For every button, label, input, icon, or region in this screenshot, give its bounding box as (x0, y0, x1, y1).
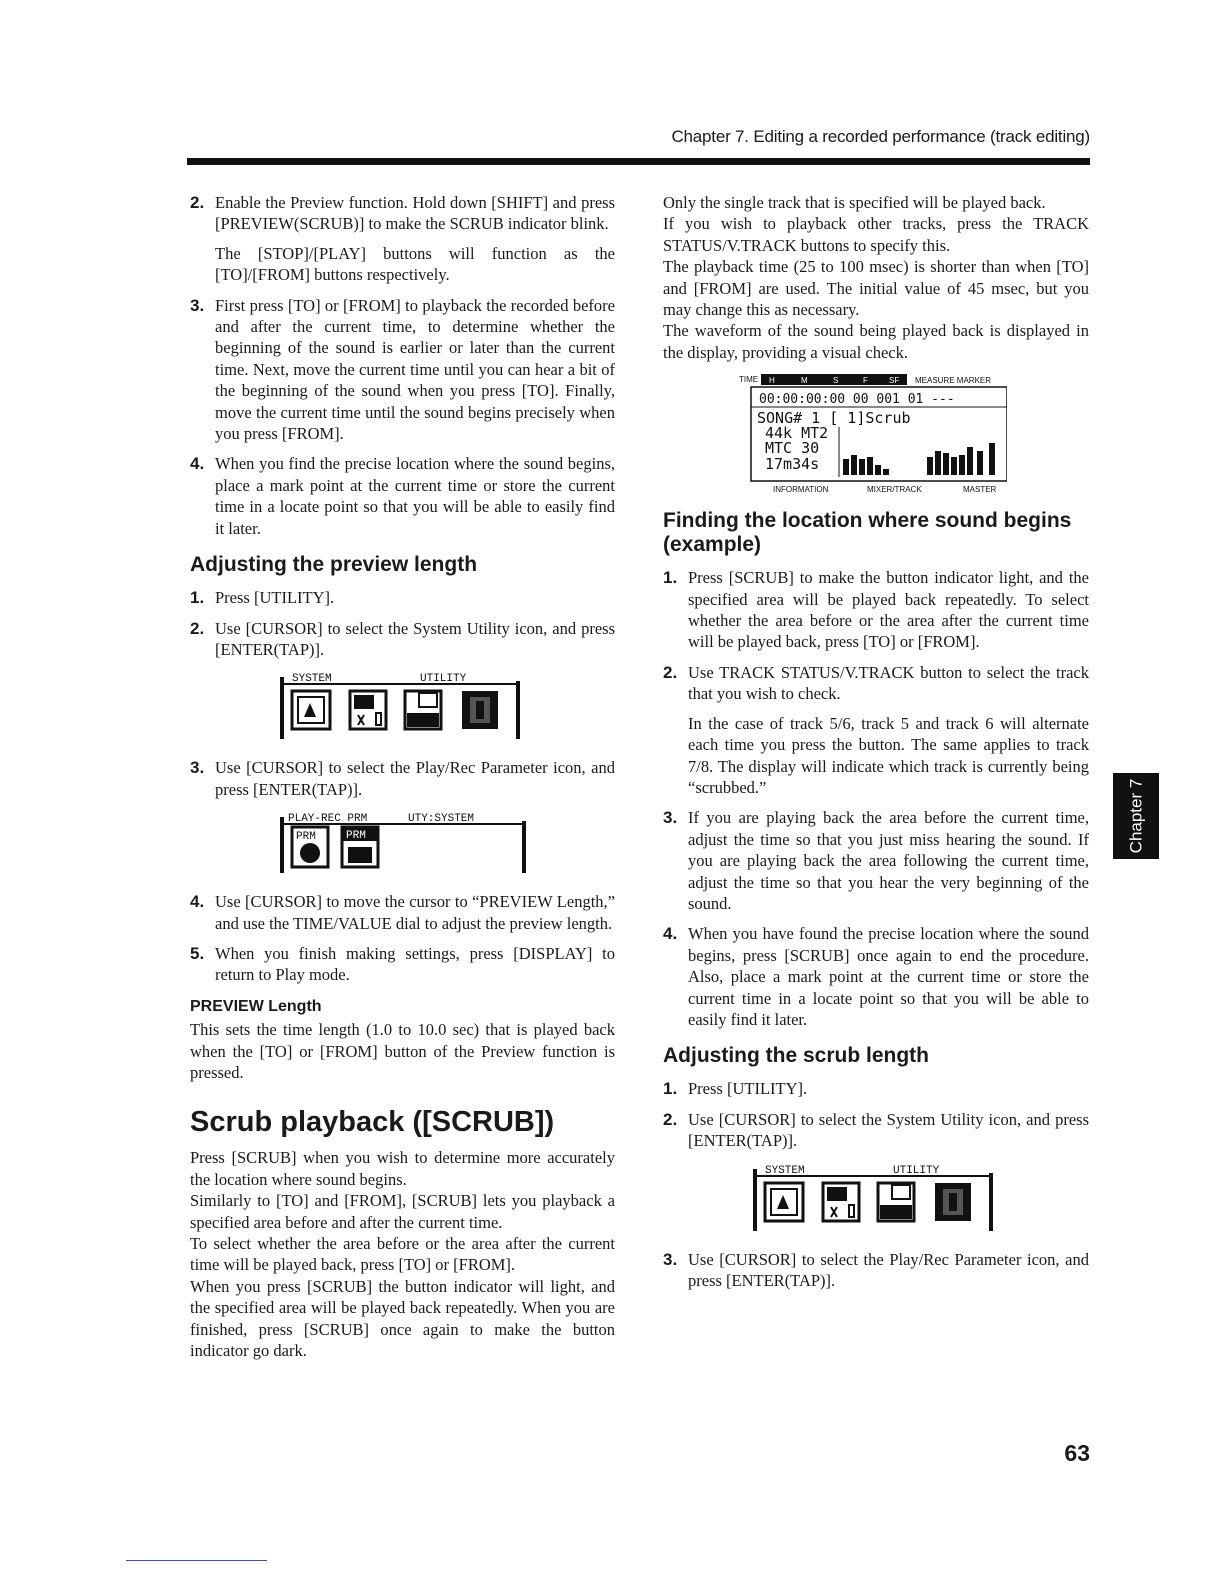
finding-step-4 (663, 923, 1089, 1030)
left-column (190, 192, 615, 1361)
footnote-line (126, 1560, 267, 1561)
step-text: Press [SCRUB] to make the button indicator light, and the specified area will be played back repeatedly. To select whether the area before or the area after the current time will be played back, press [TO] or [FROM]. (688, 568, 1089, 652)
display-information-label: INFORMATION (773, 485, 829, 495)
right-column (663, 192, 1089, 1300)
right-paragraph-1: Only the single track that is specified will be played back. (663, 193, 1046, 212)
step-number: 3. (663, 808, 678, 828)
scrub-paragraph-2: Similarly to [TO] and [FROM], [SCRUB] lets you playback a specified area before and after the current time. (190, 1191, 615, 1232)
display-unit-m: M (801, 376, 808, 386)
step-note: In the case of track 5/6, track 5 and track 6 will alternate each time you press the button. The same applies to track 7/8. The display will indicate which track is currently being “scrubbed.” (688, 713, 1089, 797)
lcd-title: SYSTEM (292, 673, 332, 686)
step-number: 4. (190, 454, 205, 474)
display-line-4: 17m34s (765, 455, 820, 474)
svg-text:PRM: PRM (346, 830, 366, 843)
step-text: Use [CURSOR] to move the cursor to “PREVIEW Length,” and use the TIME/VALUE dial to adjust the preview length. (215, 892, 615, 933)
memory-icon[interactable] (935, 1183, 971, 1221)
lcd-left-bar (280, 677, 284, 739)
preview-step-1 (190, 587, 615, 608)
system-icon[interactable] (765, 1183, 803, 1221)
heading-adjusting-scrub-length: Adjusting the scrub length (663, 1044, 929, 1068)
lcd-title: PLAY-REC PRM (288, 813, 368, 826)
tuner-icon[interactable] (823, 1183, 859, 1221)
lcd-system-utility-2 (753, 1161, 1089, 1233)
step-text: Use [CURSOR] to select the System Utility icon, and press [ENTER(TAP)]. (215, 618, 615, 659)
scrub-display-screen (737, 371, 1007, 495)
step-text: First press [TO] or [FROM] to playback the recorded before and after the current time, to determine whether the beginning of the sound is earlier or later than the current time. Next, move the current time until you can hear a bit of the beginning of the sound when you press [TO]. Finally, move the current time until the sound begins precisely when you press [FROM]. (215, 295, 615, 444)
step-text: When you finish making settings, press [DISPLAY] to return to Play mode. (215, 943, 615, 985)
step-text: Press [UTILITY]. (215, 588, 335, 608)
play-rec-param-icon[interactable] (292, 827, 328, 867)
display-line-3: MTC 30 (765, 439, 820, 458)
preview-step-4 (190, 891, 615, 934)
lcd-left-bar (753, 1169, 757, 1231)
step-text: Use [CURSOR] to select the Play/Rec Parameter icon, and press [ENTER(TAP)]. (215, 758, 615, 799)
step-number: 3. (190, 758, 205, 778)
display-song-line: SONG# 1 [ 1]Scrub (757, 409, 911, 428)
page-number: 63 (1064, 1440, 1090, 1466)
step-number: 4. (663, 924, 678, 944)
step-text: Press [UTILITY]. (688, 1079, 808, 1099)
step-number: 1. (190, 588, 205, 608)
step-number: 2. (663, 662, 678, 682)
step-text: When you find the precise location where the sound begins, place a mark point at the current time or store the current time in a locate point so that you will be able to easily find it later. (215, 454, 615, 538)
clock-icon[interactable] (878, 1183, 914, 1221)
lcd-right-bar (989, 1173, 993, 1231)
memory-icon[interactable] (462, 691, 498, 729)
lcd-system-utility-screen (280, 669, 525, 741)
step-note: The [STOP]/[PLAY] buttons will function as the [TO]/[FROM] buttons respectively. (215, 243, 615, 285)
lcd-title: SYSTEM (765, 1164, 805, 1177)
step-4-mark-point (190, 453, 615, 539)
step-text: Use TRACK STATUS/V.TRACK button to select the track that you wish to check. (688, 662, 1089, 704)
heading-finding-location: Finding the location where sound begins (example) (663, 509, 1072, 557)
clock-icon[interactable] (405, 691, 441, 729)
right-paragraph-2: If you wish to playback other tracks, press the TRACK STATUS/V.TRACK buttons to specify this. (663, 214, 1089, 255)
lcd-right-bar (522, 821, 526, 873)
step-text: Use [CURSOR] to select the System Utility icon, and press [ENTER(TAP)]. (688, 1109, 1089, 1151)
step-2-enable-preview (190, 192, 615, 286)
lcd-right-label: UTY:SYSTEM (408, 813, 475, 826)
step-number: 1. (663, 1079, 678, 1099)
chapter-side-tab (1113, 773, 1159, 859)
lcd-right-label: UTILITY (420, 673, 467, 686)
finding-step-1 (663, 567, 1089, 653)
finding-step-2 (663, 662, 1089, 798)
waveform-left (843, 455, 889, 475)
step-number: 2. (190, 618, 205, 638)
scrub-step-3 (663, 1249, 1089, 1292)
chapter-side-tab-label: Chapter 7 (1126, 778, 1146, 854)
display-unit-sf: SF (889, 376, 900, 386)
step-text: Enable the Preview function. Hold down [SHIFT] and press [PREVIEW(SCRUB)] to make the SCRUB indicator blink. (215, 193, 615, 234)
lcd-right-bar (516, 681, 520, 739)
step-number: 2. (190, 193, 205, 212)
step-number: 3. (663, 1249, 678, 1269)
heading-adjusting-preview-length: Adjusting the preview length (190, 553, 478, 577)
right-paragraph-4: The waveform of the sound being played back is displayed in the display, providing a visual check. (663, 321, 1089, 362)
display-line-2: 44k MT2 (765, 424, 829, 443)
display-measure-marker: MEASURE MARKER (915, 376, 992, 386)
play-param-icon[interactable] (342, 827, 378, 867)
preview-step-3 (190, 757, 615, 800)
chapter-header: Chapter 7. Editing a recorded performance (track editing) (671, 127, 1090, 146)
header-rule (187, 158, 1090, 165)
finding-step-3 (663, 807, 1089, 914)
svg-text:PRM: PRM (296, 831, 316, 844)
lcd-system-utility (280, 669, 615, 741)
right-paragraph-3: The playback time (25 to 100 msec) is shorter than when [TO] and [FROM] are used. The initial value of 45 msec, but you may change this as necessary. (663, 257, 1089, 320)
lcd-play-rec-param-screen (280, 809, 530, 875)
heading-scrub-playback: Scrub playback ([SCRUB]) (190, 1106, 555, 1139)
display-master-label: MASTER (963, 485, 997, 495)
step-text: Use [CURSOR] to select the Play/Rec Parameter icon, and press [ENTER(TAP)]. (688, 1249, 1089, 1290)
step-text: When you have found the precise location where the sound begins, press [SCRUB] once again to end the procedure. Also, place a mark point at the current time or store the current time in a locate point so that you will be able to easily find it later. (688, 924, 1089, 1029)
lcd-play-rec-param (280, 809, 615, 875)
display-unit-h: H (769, 376, 775, 386)
step-number: 4. (190, 892, 205, 912)
scrub-display (737, 371, 1089, 495)
step-text: If you are playing back the area before the current time, adjust the time so that you just miss hearing the sound. If you are playing back the area following the current time, adjust the time so that you hear the very beginning of the sound. (688, 808, 1089, 913)
tuner-icon[interactable] (350, 691, 386, 729)
scrub-step-1 (663, 1078, 1089, 1099)
step-number: 1. (663, 568, 678, 588)
step-3-playback (190, 295, 615, 445)
lcd-right-label: UTILITY (893, 1164, 940, 1177)
step-number: 2. (663, 1109, 678, 1129)
scrub-paragraph-4: When you press [SCRUB] the button indicator will light, and the specified area will be played back repeatedly. When you are finished, press [SCRUB] once again to make the button indicator go dark. (190, 1276, 615, 1361)
display-time-value: 00:00:00:00 00 001 01 --- (759, 392, 955, 408)
preview-step-2 (190, 618, 615, 661)
display-unit-s: S (833, 376, 839, 386)
step-number: 5. (190, 943, 205, 963)
scrub-paragraph-3: To select whether the area before or the area after the current time will be played back, press [TO] or [FROM]. (190, 1234, 615, 1275)
display-unit-f: F (863, 376, 868, 386)
param-heading: PREVIEW Length (190, 997, 322, 1015)
lcd-system-utility-2-screen (753, 1161, 998, 1233)
scrub-step-2 (663, 1109, 1089, 1152)
display-time-label: TIME (739, 375, 759, 385)
step-number: 3. (190, 295, 205, 315)
preview-step-5 (190, 943, 615, 986)
waveform-right (927, 443, 995, 475)
display-mixer-label: MIXER/TRACK (867, 485, 922, 495)
system-icon[interactable] (292, 691, 330, 729)
param-description: This sets the time length (1.0 to 10.0 sec) that is played back when the [TO] or [FROM] button of the Preview function is pressed. (190, 1020, 615, 1082)
scrub-paragraph-1: Press [SCRUB] when you wish to determine more accurately the location where sound begins. (190, 1148, 615, 1189)
lcd-left-bar (280, 817, 284, 873)
